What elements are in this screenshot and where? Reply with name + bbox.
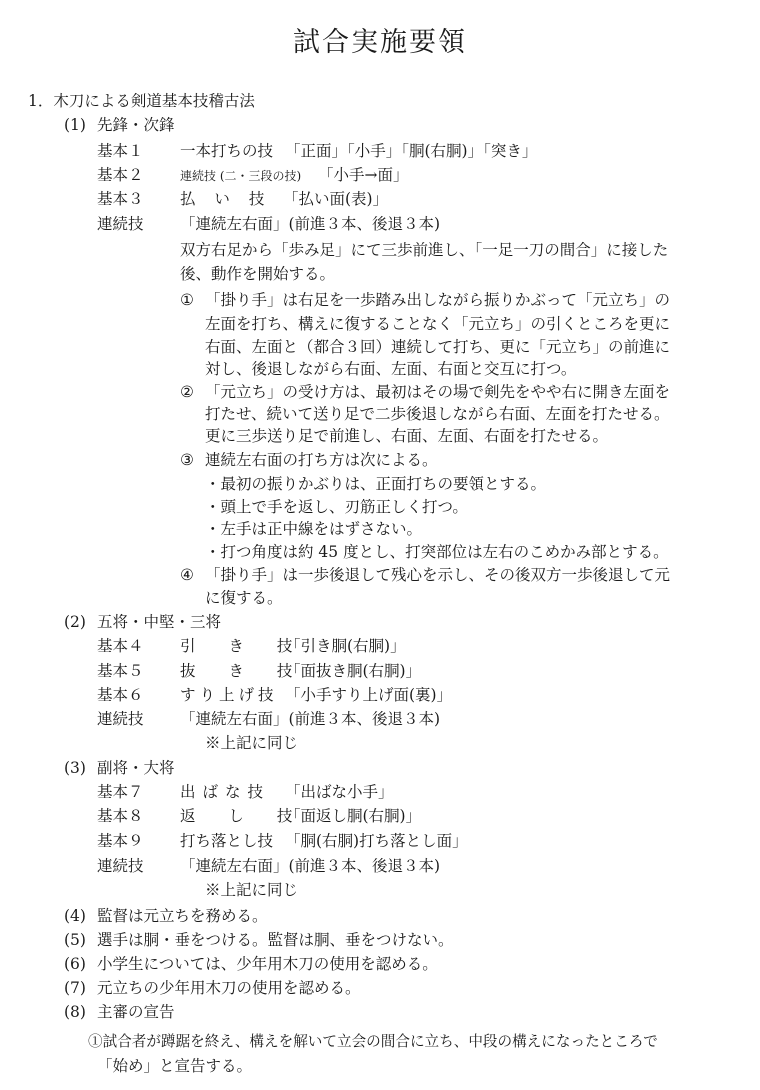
kihon-label: 基本３	[97, 190, 144, 208]
renzoku-label: 連続技	[97, 857, 144, 875]
body-line: 「掛り手」は一歩後退して残心を示し、その後双方一歩後退して元	[205, 566, 671, 584]
body-line: 「掛り手」は右足を一歩踏み出しながら振りかぶって「元立ち」の	[205, 291, 671, 309]
technique-detail: 「小手→面」	[318, 166, 409, 184]
body-line: 右面、左面と（都合３回）連続して打ち、更に「元立ち」の前進に	[205, 338, 671, 356]
body-line: 更に三歩送り足で前進し、右面、左面、右面を打たせる。	[205, 427, 609, 445]
body-line: ①試合者が蹲踞を終え、構えを解いて立会の間合に立ち、中段の構えになったところで	[88, 1033, 658, 1050]
technique-detail: 「出ばな小手」	[285, 783, 394, 801]
kihon-label: 基本２	[97, 166, 144, 184]
technique-detail: 「引き胴(右胴)」	[285, 637, 406, 655]
technique-detail: 「小手すり上げ面(裏)」	[285, 686, 453, 704]
technique-name: 抜 き 技	[180, 662, 307, 680]
technique-name: 払 い 技	[180, 190, 272, 208]
item-number: (3)	[64, 759, 86, 777]
circled-number: ④	[180, 566, 194, 584]
circled-number: ①	[180, 291, 194, 309]
kihon-label: 基本７	[97, 783, 144, 801]
technique-detail: 「連続左右面」(前進３本、後退３本)	[180, 215, 441, 233]
item-text: 元立ちの少年用木刀の使用を認める。	[97, 979, 361, 997]
technique-detail: 「面返し胴(右胴)」	[285, 807, 422, 825]
kihon-label: 基本１	[97, 142, 144, 160]
item-heading: 五将・中堅・三将	[97, 613, 222, 631]
technique-detail: 「面抜き胴(右胴)」	[285, 662, 422, 680]
technique-name: 引 き 技	[180, 637, 307, 655]
item-number: (6)	[64, 955, 86, 973]
technique-detail: 「胴(右胴)打ち落とし面」	[285, 832, 468, 850]
bullet-item: ・左手は正中線をはずさない。	[205, 520, 423, 538]
technique-name: すり上げ技	[180, 686, 278, 704]
technique-detail: 「正面」「小手」「胴(右胴)」「突き」	[285, 142, 538, 160]
document-title: 試合実施要領	[293, 27, 467, 58]
technique-name: 出ばな技	[180, 783, 271, 801]
body-line: 後、動作を開始する。	[180, 265, 336, 283]
note-text: ※上記に同じ	[205, 734, 299, 752]
item-number: (5)	[64, 931, 86, 949]
kihon-label: 基本８	[97, 807, 144, 825]
technique-name: 連続技 (二・三段の技)	[180, 169, 302, 183]
body-line: 「始め」と宣告する。	[97, 1057, 253, 1075]
item-text: 小学生については、少年用木刀の使用を認める。	[97, 955, 438, 973]
kihon-label: 基本６	[97, 686, 144, 704]
body-line: 「元立ち」の受け方は、最初はその場で剣先をやや右に開き左面を	[205, 383, 671, 401]
item-number: (2)	[64, 613, 86, 631]
kihon-label: 基本９	[97, 832, 144, 850]
item-text: 監督は元立ちを務める。	[97, 907, 268, 925]
technique-detail: 「連続左右面」(前進３本、後退３本)	[180, 857, 441, 875]
body-line: 対し、後退しながら右面、左面、右面と交互に打つ。	[205, 360, 577, 378]
technique-name: 一本打ちの技	[180, 142, 274, 160]
circled-number: ②	[180, 383, 194, 401]
kihon-label: 基本５	[97, 662, 144, 680]
body-line: 連続左右面の打ち方は次による。	[205, 451, 438, 469]
technique-name: 打ち落とし技	[180, 832, 274, 850]
bullet-item: ・打つ角度は約 45 度とし、打突部位は左右のこめかみ部とする。	[205, 543, 669, 561]
section-heading: 1．木刀による剣道基本技稽古法	[28, 92, 255, 110]
body-line: 双方右足から「歩み足」にて三歩前進し、「一足一刀の間合」に接した	[180, 241, 669, 259]
kihon-label: 基本４	[97, 637, 144, 655]
circled-number: ③	[180, 451, 194, 469]
item-text: 主審の宣告	[97, 1003, 175, 1021]
renzoku-label: 連続技	[97, 215, 144, 233]
item-number: (7)	[64, 979, 86, 997]
bullet-item: ・最初の振りかぶりは、正面打ちの要領とする。	[205, 475, 547, 493]
item-number: (1)	[64, 116, 86, 134]
item-number: (4)	[64, 907, 86, 925]
item-number: (8)	[64, 1003, 86, 1021]
body-line: 打たせ、続いて送り足で二歩後退しながら右面、左面を打たせる。	[205, 405, 670, 423]
item-text: 選手は胴・垂をつける。監督は胴、垂をつけない。	[97, 931, 454, 949]
body-line: に復する。	[205, 589, 283, 607]
bullet-item: ・頭上で手を返し、刃筋正しく打つ。	[205, 498, 468, 516]
technique-detail: 「連続左右面」(前進３本、後退３本)	[180, 710, 441, 728]
renzoku-label: 連続技	[97, 710, 144, 728]
body-line: 左面を打ち、構えに復することなく「元立ち」の引くところを更に	[205, 315, 671, 333]
note-text: ※上記に同じ	[205, 881, 299, 899]
technique-detail: 「払い面(表)」	[283, 190, 389, 208]
item-heading: 先鋒・次鋒	[97, 116, 175, 134]
item-heading: 副将・大将	[97, 759, 175, 777]
technique-name: 返 し 技	[180, 807, 307, 825]
